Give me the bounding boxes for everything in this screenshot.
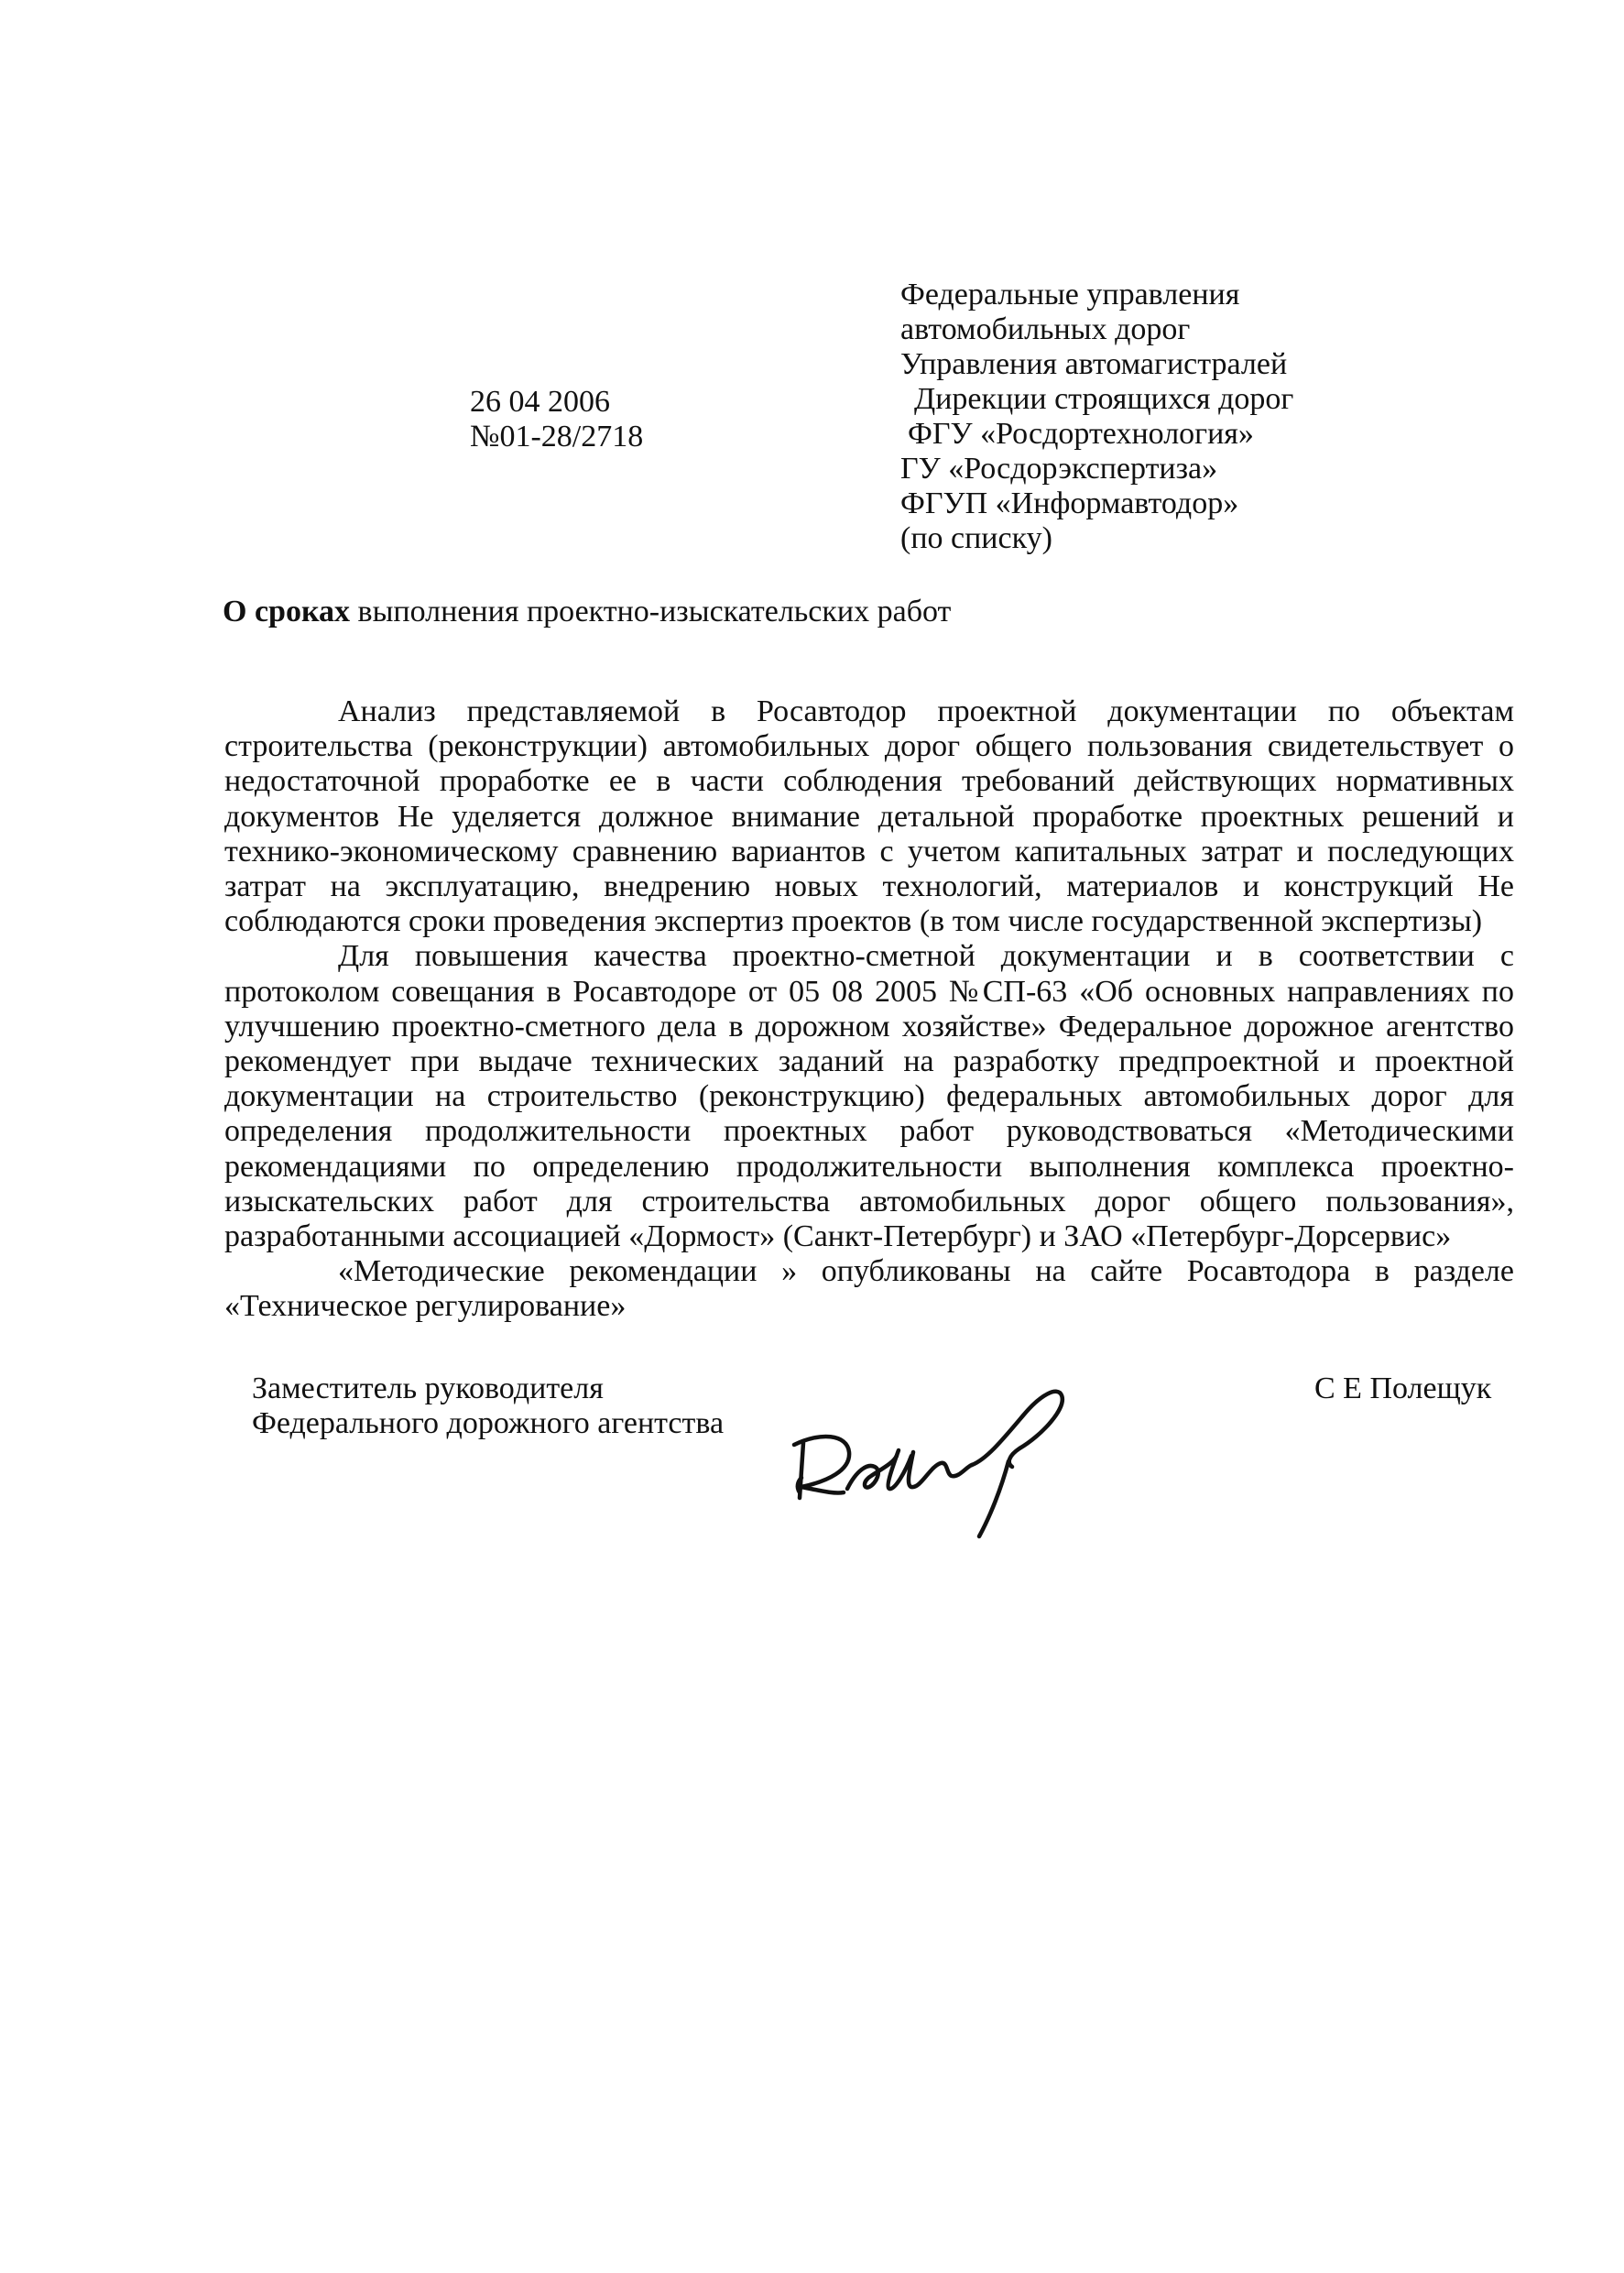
letter-subject [223, 594, 951, 630]
letter-body [224, 694, 1514, 1325]
recipient-line: (по списку) [900, 521, 1052, 555]
signatory-name: С Е Полещук [1314, 1371, 1492, 1405]
recipient-line: ГУ «Росдорэкспертиза» [900, 452, 1218, 486]
signatory-title-line: Заместитель руководителя [252, 1371, 604, 1405]
body-paragraph: Анализ представляемой в Росавтодор проектной документации по объектам строительства (реконструкции) автомобильных дорог общего пользования свидетельствует о недостаточной проработке ее в части соблюдения требований действующих нормативных документов Не уделяется должное внимание детальной проработке проектных решений и технико-экономическому сравнению вариантов с учетом капитальных затрат и последующих затрат на эксплуатацию, внедрению новых технологий, материалов и конструкций Не соблюдаются сроки проведения экспертиз проектов (в том числе государственной экспертизы) [224, 694, 1514, 939]
letter-reference [470, 385, 643, 454]
signature-icon [783, 1379, 1095, 1553]
recipient-line: ФГУП «Информавтодор» [900, 486, 1239, 520]
letter-number: №01-28/2718 [470, 420, 644, 454]
subject-lead: О сроках [223, 595, 351, 628]
recipient-line: Федеральные управления [900, 278, 1240, 311]
subject-rest: выполнения проектно-изыскательских работ [350, 595, 952, 628]
recipient-line: Дирекции строящихся дорог [914, 382, 1294, 416]
body-paragraph: Для повышения качества проектно-сметной документации и в соответствии с протоколом совещания в Росавтодоре от 05 08 2005 №СП-63 «Об основных направлениях по улучшению проектно-сметного дела в дорожном хозяйстве» Федеральное дорожное агентство рекомендует при выдаче технических заданий на разработку предпроектной и проектной документации на строительство (реконструкцию) федеральных автомобильных дорог для определения продолжительности проектных работ руководствоваться «Методическими рекомендациями по определению продолжительности выполнения комплекса проектно-изыскательских работ для строительства автомобильных дорог общего пользования», разработанными ассоциацией «Дормост» (Санкт-Петербург) и ЗАО «Петербург-Дорсервис» [224, 939, 1514, 1254]
signatory-title-line: Федерального дорожного агентства [252, 1406, 725, 1440]
recipients-block [900, 278, 1377, 556]
letter-date: 26 04 2006 [470, 385, 610, 419]
recipient-line: ФГУ «Росдортехнология» [908, 417, 1254, 451]
signatory-title [252, 1371, 724, 1441]
body-paragraph: «Методические рекомендации » опубликованы на сайте Росавтодора в разделе «Техническое регулирование» [224, 1254, 1514, 1324]
recipient-line: Управления автомагистралей [900, 347, 1288, 381]
recipient-line: автомобильных дорог [900, 312, 1191, 346]
